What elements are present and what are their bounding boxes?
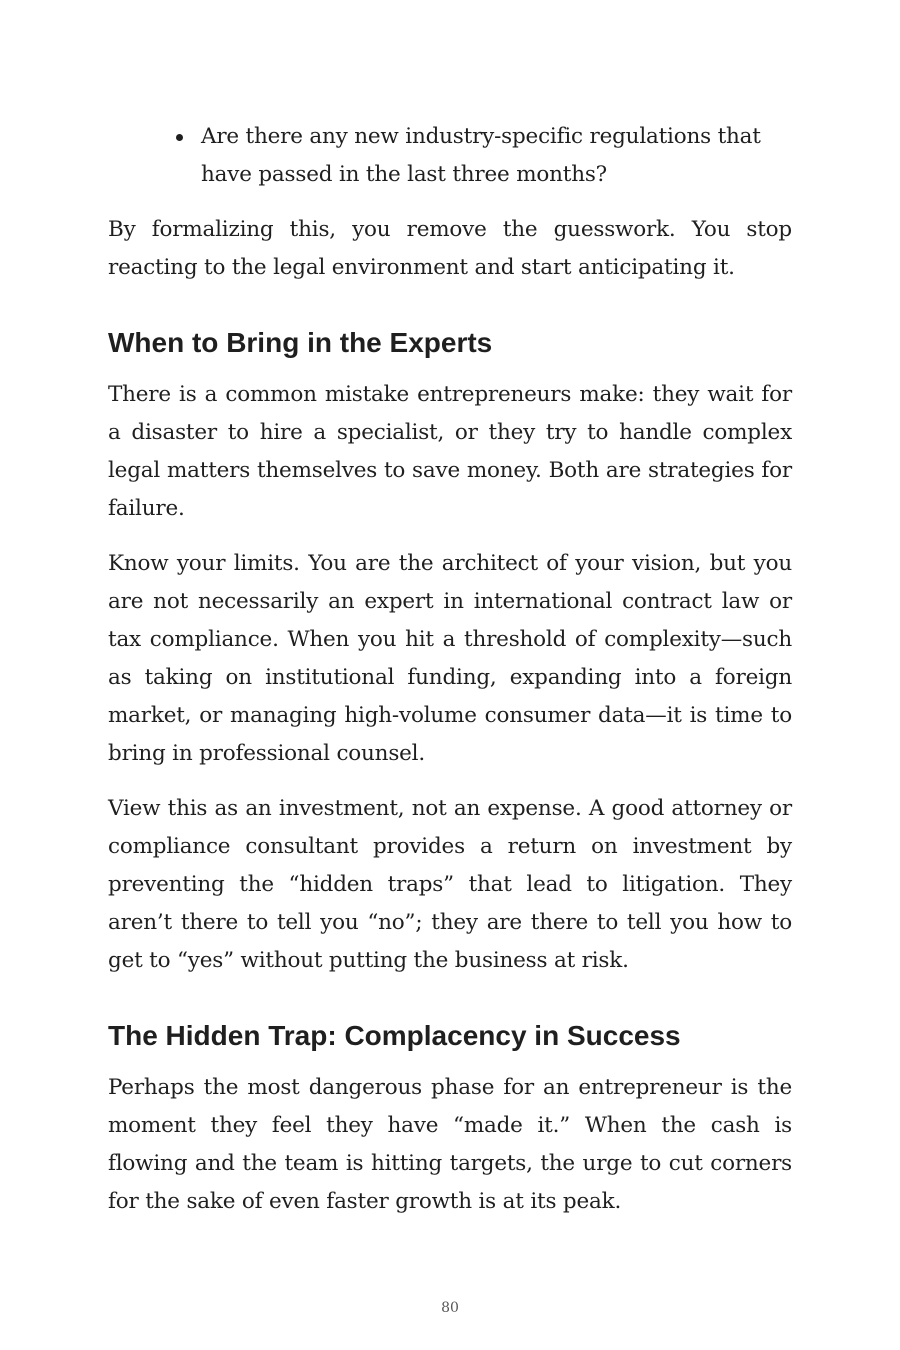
page-content bbox=[108, 118, 792, 1238]
bullet-icon bbox=[176, 134, 183, 141]
paragraph-formalizing: By formalizing this, you remove the guesswork. You stop reacting to the legal environment and start anticipating it. bbox=[108, 217, 792, 280]
paragraph-dangerous-phase: Perhaps the most dangerous phase for an entrepreneur is the moment they feel they have “made it.” When the cash is flowing and the team is hitting targets, the urge to cut corners for the sake of even faster growth is at its peak. bbox=[108, 1075, 792, 1214]
section-heading-experts: When to Bring in the Experts bbox=[108, 327, 493, 358]
page-number: 80 bbox=[441, 1300, 459, 1316]
list-item bbox=[108, 118, 792, 194]
paragraph-investment: View this as an investment, not an expense. A good attorney or compliance consultant provides a return on investment by preventing the “hidden traps” that lead to litigation. They aren’t there to tell you “no”; they are there to tell you how to get to “yes” without putting the business at risk. bbox=[108, 796, 792, 973]
paragraph-know-limits: Know your limits. You are the architect of your vision, but you are not necessarily an expert in international contract law or tax compliance. When you hit a threshold of complexity—such as taking on institutional funding, expanding into a foreign market, or managing high-volume consumer data—it is time to bring in professional counsel. bbox=[108, 551, 792, 766]
bullet-list bbox=[108, 118, 792, 194]
list-item-text: Are there any new industry-specific regulations that have passed in the last three months? bbox=[201, 124, 761, 187]
paragraph-common-mistake: There is a common mistake entrepreneurs make: they wait for a disaster to hire a specialist, or they try to handle complex legal matters themselves to save money. Both are strategies for failure. bbox=[108, 382, 792, 521]
section-heading-hidden-trap: The Hidden Trap: Complacency in Success bbox=[108, 1020, 681, 1051]
